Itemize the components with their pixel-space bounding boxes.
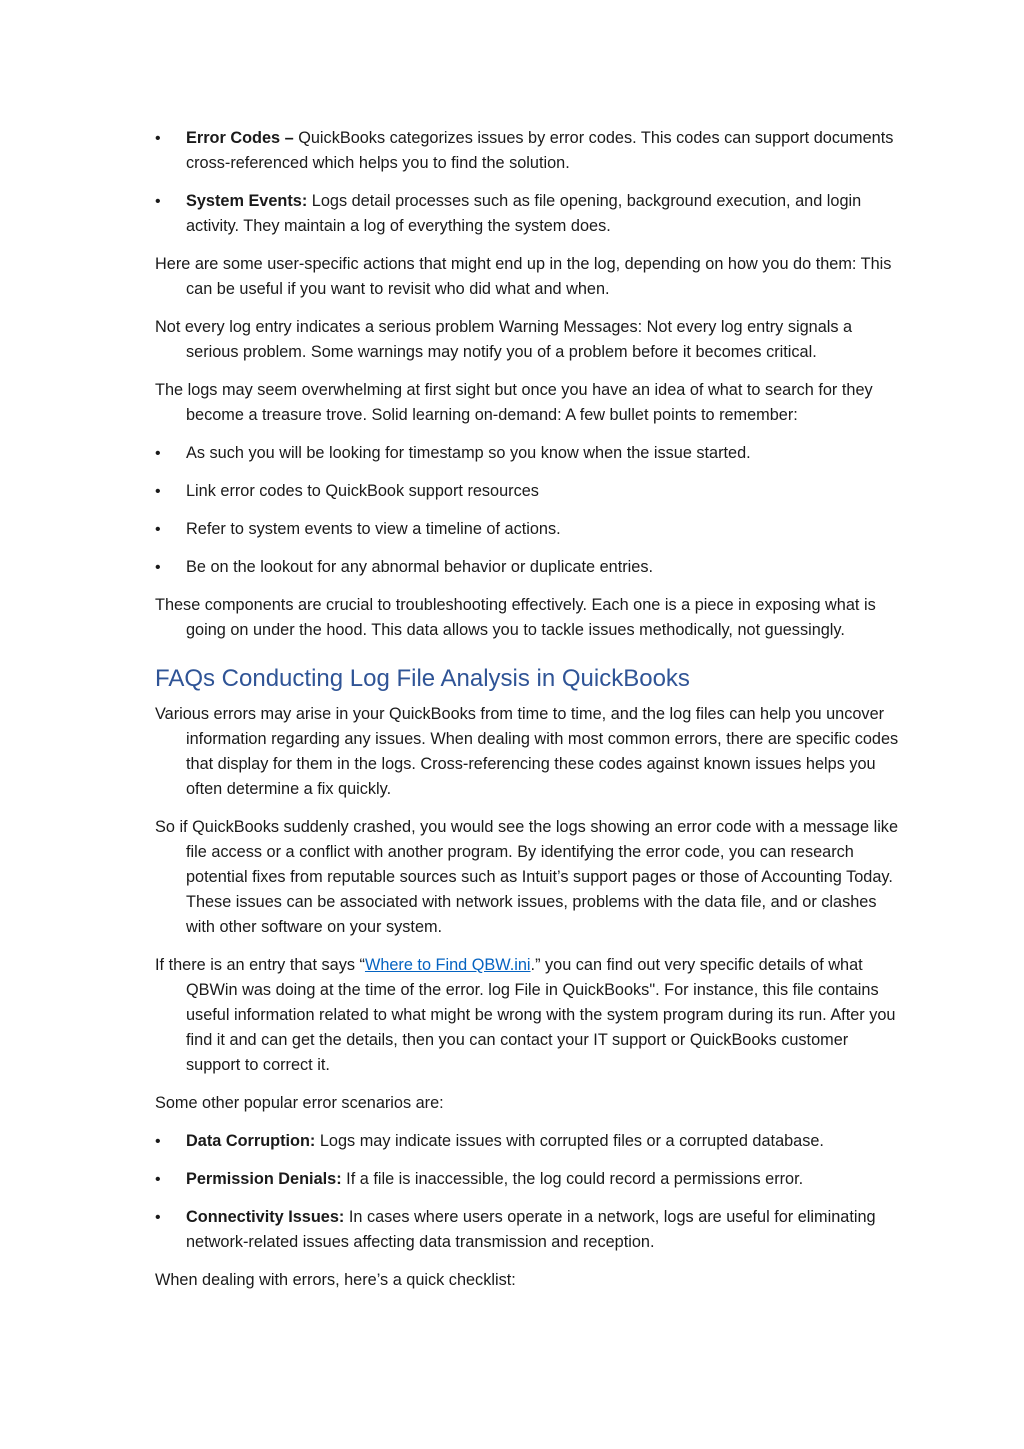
bullet-text: If a file is inaccessible, the log could record a permissions error. (341, 1170, 804, 1188)
bullet-term: Connectivity Issues: (186, 1208, 345, 1226)
bullet-term: Error Codes – (186, 129, 294, 147)
paragraph: Here are some user-specific actions that might end up in the log, depending on how you do them: This can be useful if you want to revisit who did what and when. (155, 255, 892, 298)
scenario-bullet-list (155, 1129, 905, 1255)
top-bullet-list (155, 126, 905, 239)
list-item (155, 189, 905, 239)
list-item: • Link error codes to QuickBook support resources (155, 479, 905, 504)
paragraph: When dealing with errors, here’s a quick checklist: (155, 1271, 516, 1289)
bullet-term: System Events: (186, 192, 308, 210)
paragraph: So if QuickBooks suddenly crashed, you would see the logs showing an error code with a message like file access or a conflict with another program. By identifying the error code, you can research potential fixes from reputable sources such as Intuit’s support pages or those of Accounting Today. These issues can be associated with network issues, problems with the data file, and or clashes with other software on your system. (155, 818, 899, 936)
bullet-text: Logs may indicate issues with corrupted files or a corrupted database. (315, 1132, 824, 1150)
paragraph: These components are crucial to troubleshooting effectively. Each one is a piece in exposing what is going on under the hood. This data allows you to tackle issues methodically, not guessingly. (155, 596, 876, 639)
bullet-text: Logs detail processes such as file opening, background execution, and login activity. They maintain a log of everything the system does. (186, 192, 862, 235)
paragraph: Various errors may arise in your QuickBooks from time to time, and the log files can help you uncover information regarding any issues. When dealing with most common errors, there are specific codes that display for them in the logs. Cross-referencing these codes against known issues helps you often determine a fix quickly. (155, 705, 899, 798)
entry-text-before: If there is an entry that says “ (155, 956, 365, 974)
list-item: • Refer to system events to view a timeline of actions. (155, 517, 905, 542)
remember-bullet-list (155, 441, 905, 580)
paragraph: The logs may seem overwhelming at first sight but once you have an idea of what to search for they become a treasure trove. Solid learning on-demand: A few bullet points to remember: (155, 381, 873, 424)
document-page (155, 126, 905, 1306)
list-item (155, 1167, 905, 1192)
paragraph: Not every log entry indicates a serious problem Warning Messages: Not every log entry signals a serious problem. Some warnings may notify you of a problem before it becomes critical. (155, 318, 853, 361)
bullet-term: Data Corruption: (186, 1132, 316, 1150)
paragraph-entry (155, 953, 905, 1078)
section-heading: FAQs Conducting Log File Analysis in QuickBooks (155, 665, 690, 692)
paragraph: Some other popular error scenarios are: (155, 1094, 444, 1112)
list-item (155, 1205, 905, 1255)
bullet-text: QuickBooks categorizes issues by error codes. This codes can support documents cross-referenced which helps you to find the solution. (186, 129, 894, 172)
list-item: • Be on the lookout for any abnormal behavior or duplicate entries. (155, 555, 905, 580)
list-item (155, 126, 905, 176)
bullet-term: Permission Denials: (186, 1170, 342, 1188)
bullet-text: In cases where users operate in a network, logs are useful for eliminating network-related issues affecting data transmission and reception. (186, 1208, 876, 1251)
qbw-ini-link[interactable]: Where to Find QBW.ini (364, 956, 531, 974)
list-item (155, 1129, 905, 1154)
list-item: • As such you will be looking for timestamp so you know when the issue started. (155, 441, 905, 466)
entry-text-after: .” you can find out very specific details of what QBWin was doing at the time of the error. log File in QuickBooks". For instance, this file contains useful information related to what might be wrong with the system program during its run. After you find it and can get the details, then you can contact your IT support or QuickBooks customer support to correct it. (186, 956, 896, 1074)
